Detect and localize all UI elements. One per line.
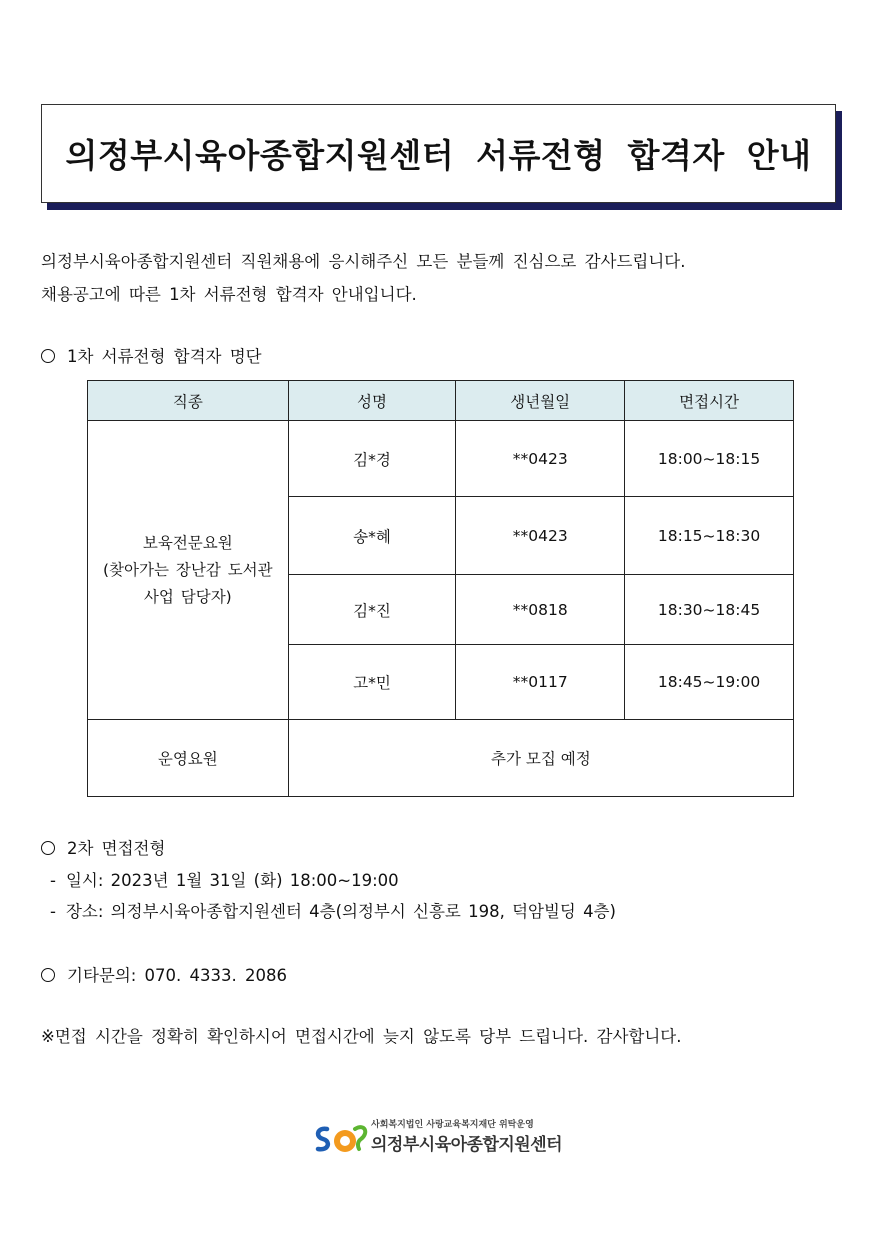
logo-subtitle: 사회복지법인 사랑교육복지재단 위탁운영 — [371, 1120, 534, 1130]
dash-bullet: - — [50, 902, 56, 921]
interview-date-line — [50, 867, 399, 891]
header-interview-time: 면접시간 — [625, 381, 794, 421]
header-job-type: 직종 — [88, 381, 289, 421]
name-cell: 고*민 — [288, 645, 456, 720]
header-birthdate: 생년월일 — [456, 381, 625, 421]
birth-cell: **0818 — [456, 575, 625, 645]
birth-cell: **0423 — [456, 497, 625, 575]
circle-bullet-icon — [41, 841, 55, 855]
time-cell: 18:15~18:30 — [625, 497, 794, 575]
table-row — [88, 720, 794, 797]
table-row — [88, 421, 794, 497]
time-cell: 18:45~19:00 — [625, 645, 794, 720]
job-type-line-2: (찾아가는 장난감 도서관 — [103, 560, 273, 579]
interview-place-text: 장소: 의정부시육아종합지원센터 4층(의정부시 신흥로 198, 덕암빌딩 4층) — [65, 902, 616, 921]
interview-date-text: 일시: 2023년 1월 31일 (화) 18:00~19:00 — [65, 871, 399, 890]
interview-place-line — [50, 898, 616, 922]
section-2-heading — [41, 835, 165, 859]
section-1-heading — [41, 343, 262, 367]
name-cell: 김*경 — [288, 421, 456, 497]
job-type-cell-operations: 운영요원 — [88, 720, 289, 797]
time-cell: 18:00~18:15 — [625, 421, 794, 497]
section-1-heading-text: 1차 서류전형 합격자 명단 — [67, 347, 262, 366]
birth-cell: **0423 — [456, 421, 625, 497]
intro-line-1: 의정부시육아종합지원센터 직원채용에 응시해주신 모든 분들께 진심으로 감사드립니다. — [41, 252, 686, 271]
dash-bullet: - — [50, 871, 56, 890]
logo-name: 의정부시육아종합지원센터 — [371, 1135, 563, 1155]
header-name: 성명 — [288, 381, 456, 421]
contact-info-text: 기타문의: 070. 4333. 2086 — [67, 966, 288, 985]
name-cell: 김*진 — [288, 575, 456, 645]
section-3-heading — [41, 962, 287, 986]
section-2-heading-text: 2차 면접전형 — [67, 839, 166, 858]
recruitment-note-cell: 추가 모집 예정 — [288, 720, 793, 797]
closing-note: ※면접 시간을 정확히 확인하시어 면접시간에 늦지 않도록 당부 드립니다. 감사합니다. — [41, 1027, 682, 1046]
page-title: 의정부시육아종합지원센터 서류전형 합격자 안내 — [65, 136, 812, 175]
job-type-line-1: 보육전문요원 — [142, 533, 233, 552]
circle-bullet-icon — [41, 968, 55, 982]
name-cell: 송*혜 — [288, 497, 456, 575]
intro-line-2: 채용공고에 따른 1차 서류전형 합격자 안내입니다. — [41, 285, 417, 304]
circle-bullet-icon — [41, 349, 55, 363]
organization-logo — [313, 1117, 583, 1159]
time-cell: 18:30~18:45 — [625, 575, 794, 645]
title-box — [41, 104, 836, 203]
logo-mark-icon — [313, 1121, 369, 1157]
pass-list-table — [87, 380, 794, 797]
table-header-row — [88, 381, 794, 421]
intro-paragraph — [41, 245, 685, 311]
job-type-line-3: 사업 담당자) — [143, 587, 232, 606]
job-type-cell-childcare — [88, 421, 289, 720]
birth-cell: **0117 — [456, 645, 625, 720]
